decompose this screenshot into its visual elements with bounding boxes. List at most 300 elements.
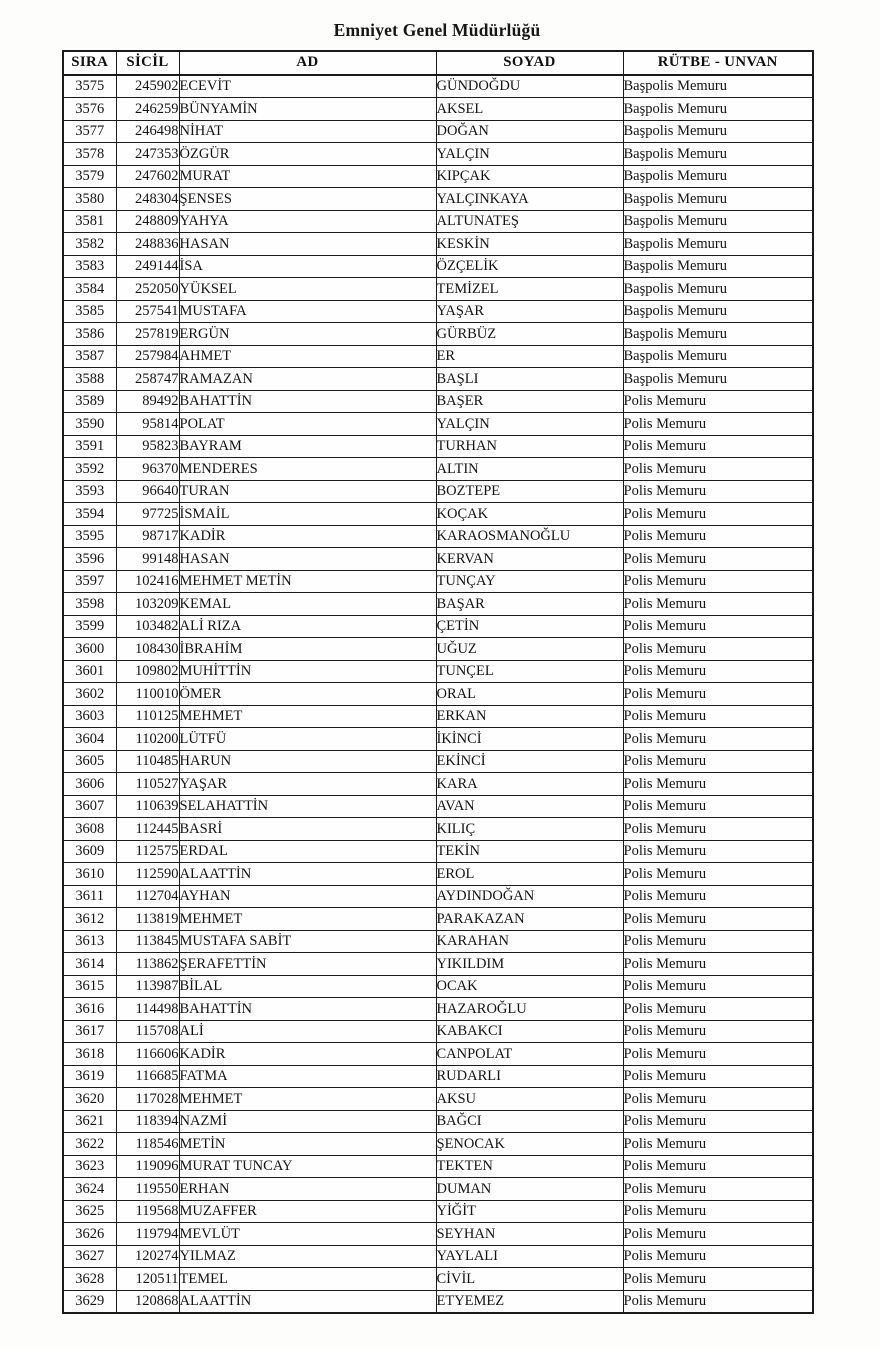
table-row <box>63 1133 813 1156</box>
row-number-cell: 3620 <box>63 1088 116 1111</box>
row-number-cell: 3582 <box>63 233 116 256</box>
first-name-cell: BASRİ <box>179 818 436 841</box>
last-name-cell: TURHAN <box>436 435 623 458</box>
table-row <box>63 278 813 301</box>
registry-number-cell: 102416 <box>116 570 179 593</box>
rank-title-cell: Polis Memuru <box>623 1178 813 1201</box>
rank-title-cell: Polis Memuru <box>623 1290 813 1313</box>
registry-number-cell: 112704 <box>116 885 179 908</box>
last-name-cell: KABAKCI <box>436 1020 623 1043</box>
rank-title-cell: Polis Memuru <box>623 435 813 458</box>
last-name-cell: BAŞAR <box>436 593 623 616</box>
last-name-cell: YALÇIN <box>436 413 623 436</box>
rank-title-cell: Polis Memuru <box>623 458 813 481</box>
first-name-cell: ECEVİT <box>179 75 436 98</box>
rank-title-cell: Başpolis Memuru <box>623 210 813 233</box>
rank-title-cell: Polis Memuru <box>623 998 813 1021</box>
rank-title-cell: Polis Memuru <box>623 1245 813 1268</box>
first-name-cell: MEHMET <box>179 705 436 728</box>
rank-title-cell: Polis Memuru <box>623 480 813 503</box>
registry-number-cell: 257819 <box>116 323 179 346</box>
rank-title-cell: Polis Memuru <box>623 840 813 863</box>
table-row <box>63 570 813 593</box>
table-row <box>63 660 813 683</box>
registry-number-cell: 97725 <box>116 503 179 526</box>
last-name-cell: YAYLALI <box>436 1245 623 1268</box>
registry-number-cell: 103209 <box>116 593 179 616</box>
registry-number-cell: 95823 <box>116 435 179 458</box>
registry-number-cell: 120274 <box>116 1245 179 1268</box>
first-name-cell: LÜTFÜ <box>179 728 436 751</box>
page-title: Emniyet Genel Müdürlüğü <box>333 20 541 40</box>
rank-title-cell: Polis Memuru <box>623 638 813 661</box>
row-number-cell: 3580 <box>63 188 116 211</box>
row-number-cell: 3589 <box>63 390 116 413</box>
first-name-cell: YILMAZ <box>179 1245 436 1268</box>
registry-number-cell: 115708 <box>116 1020 179 1043</box>
last-name-cell: CANPOLAT <box>436 1043 623 1066</box>
registry-number-cell: 99148 <box>116 548 179 571</box>
rank-title-cell: Polis Memuru <box>623 953 813 976</box>
last-name-cell: KOÇAK <box>436 503 623 526</box>
registry-number-cell: 119794 <box>116 1223 179 1246</box>
first-name-cell: HASAN <box>179 233 436 256</box>
last-name-cell: ERKAN <box>436 705 623 728</box>
first-name-cell: MEHMET <box>179 908 436 931</box>
table-row <box>63 818 813 841</box>
first-name-cell: NAZMİ <box>179 1110 436 1133</box>
rank-title-cell: Polis Memuru <box>623 1200 813 1223</box>
registry-number-cell: 110125 <box>116 705 179 728</box>
table-row <box>63 773 813 796</box>
registry-number-cell: 89492 <box>116 390 179 413</box>
last-name-cell: BAŞER <box>436 390 623 413</box>
rank-title-cell: Başpolis Memuru <box>623 233 813 256</box>
table-row <box>63 435 813 458</box>
table-row <box>63 1223 813 1246</box>
rank-title-cell: Polis Memuru <box>623 390 813 413</box>
last-name-cell: KARAHAN <box>436 930 623 953</box>
row-number-cell: 3613 <box>63 930 116 953</box>
first-name-cell: RAMAZAN <box>179 368 436 391</box>
table-row <box>63 233 813 256</box>
registry-number-cell: 110485 <box>116 750 179 773</box>
row-number-cell: 3606 <box>63 773 116 796</box>
row-number-cell: 3592 <box>63 458 116 481</box>
first-name-cell: POLAT <box>179 413 436 436</box>
registry-number-cell: 118546 <box>116 1133 179 1156</box>
row-number-cell: 3596 <box>63 548 116 571</box>
rank-title-cell: Polis Memuru <box>623 1110 813 1133</box>
registry-number-cell: 257984 <box>116 345 179 368</box>
last-name-cell: KARA <box>436 773 623 796</box>
row-number-cell: 3584 <box>63 278 116 301</box>
last-name-cell: BAŞLI <box>436 368 623 391</box>
rank-title-cell: Polis Memuru <box>623 660 813 683</box>
column-header-ad: AD <box>179 51 436 75</box>
registry-number-cell: 258747 <box>116 368 179 391</box>
row-number-cell: 3598 <box>63 593 116 616</box>
row-number-cell: 3581 <box>63 210 116 233</box>
rank-title-cell: Polis Memuru <box>623 1155 813 1178</box>
first-name-cell: MUZAFFER <box>179 1200 436 1223</box>
row-number-cell: 3611 <box>63 885 116 908</box>
table-row <box>63 368 813 391</box>
first-name-cell: ŞENSES <box>179 188 436 211</box>
table-row <box>63 188 813 211</box>
row-number-cell: 3595 <box>63 525 116 548</box>
rank-title-cell: Polis Memuru <box>623 908 813 931</box>
table-row <box>63 413 813 436</box>
registry-number-cell: 98717 <box>116 525 179 548</box>
table-row <box>63 1200 813 1223</box>
first-name-cell: ERHAN <box>179 1178 436 1201</box>
last-name-cell: YİĞİT <box>436 1200 623 1223</box>
registry-number-cell: 96370 <box>116 458 179 481</box>
last-name-cell: ETYEMEZ <box>436 1290 623 1313</box>
last-name-cell: CİVİL <box>436 1268 623 1291</box>
rank-title-cell: Polis Memuru <box>623 503 813 526</box>
first-name-cell: METİN <box>179 1133 436 1156</box>
rank-title-cell: Başpolis Memuru <box>623 75 813 98</box>
last-name-cell: TUNÇAY <box>436 570 623 593</box>
row-number-cell: 3614 <box>63 953 116 976</box>
row-number-cell: 3607 <box>63 795 116 818</box>
registry-number-cell: 113819 <box>116 908 179 931</box>
rank-title-cell: Polis Memuru <box>623 975 813 998</box>
first-name-cell: MEHMET METİN <box>179 570 436 593</box>
last-name-cell: TEKİN <box>436 840 623 863</box>
row-number-cell: 3597 <box>63 570 116 593</box>
last-name-cell: PARAKAZAN <box>436 908 623 931</box>
registry-number-cell: 247353 <box>116 143 179 166</box>
last-name-cell: ÇETİN <box>436 615 623 638</box>
registry-number-cell: 247602 <box>116 165 179 188</box>
table-row <box>63 795 813 818</box>
first-name-cell: NİHAT <box>179 120 436 143</box>
first-name-cell: MEHMET <box>179 1088 436 1111</box>
table-row <box>63 1088 813 1111</box>
first-name-cell: İSA <box>179 255 436 278</box>
rank-title-cell: Polis Memuru <box>623 1065 813 1088</box>
table-row <box>63 300 813 323</box>
row-number-cell: 3586 <box>63 323 116 346</box>
first-name-cell: MENDERES <box>179 458 436 481</box>
row-number-cell: 3577 <box>63 120 116 143</box>
last-name-cell: GÜNDOĞDU <box>436 75 623 98</box>
row-number-cell: 3588 <box>63 368 116 391</box>
row-number-cell: 3627 <box>63 1245 116 1268</box>
table-header-row <box>63 51 813 75</box>
first-name-cell: ALAATTİN <box>179 863 436 886</box>
first-name-cell: MURAT TUNCAY <box>179 1155 436 1178</box>
first-name-cell: TURAN <box>179 480 436 503</box>
column-header-soyad: SOYAD <box>436 51 623 75</box>
personnel-table <box>62 50 814 1314</box>
table-row <box>63 1065 813 1088</box>
registry-number-cell: 112445 <box>116 818 179 841</box>
registry-number-cell: 252050 <box>116 278 179 301</box>
registry-number-cell: 248809 <box>116 210 179 233</box>
first-name-cell: ALİ RIZA <box>179 615 436 638</box>
registry-number-cell: 116606 <box>116 1043 179 1066</box>
last-name-cell: ALTUNATEŞ <box>436 210 623 233</box>
table-row <box>63 705 813 728</box>
first-name-cell: BAHATTİN <box>179 390 436 413</box>
rank-title-cell: Polis Memuru <box>623 548 813 571</box>
registry-number-cell: 109802 <box>116 660 179 683</box>
first-name-cell: ÖZGÜR <box>179 143 436 166</box>
registry-number-cell: 245902 <box>116 75 179 98</box>
row-number-cell: 3599 <box>63 615 116 638</box>
registry-number-cell: 119550 <box>116 1178 179 1201</box>
row-number-cell: 3603 <box>63 705 116 728</box>
rank-title-cell: Polis Memuru <box>623 1223 813 1246</box>
registry-number-cell: 95814 <box>116 413 179 436</box>
table-row <box>63 1178 813 1201</box>
rank-title-cell: Polis Memuru <box>623 525 813 548</box>
table-row <box>63 1245 813 1268</box>
table-row <box>63 728 813 751</box>
table-row <box>63 1043 813 1066</box>
registry-number-cell: 110639 <box>116 795 179 818</box>
table-row <box>63 345 813 368</box>
first-name-cell: YAŞAR <box>179 773 436 796</box>
table-body <box>63 75 813 1314</box>
registry-number-cell: 110010 <box>116 683 179 706</box>
registry-number-cell: 114498 <box>116 998 179 1021</box>
registry-number-cell: 248836 <box>116 233 179 256</box>
last-name-cell: GÜRBÜZ <box>436 323 623 346</box>
registry-number-cell: 116685 <box>116 1065 179 1088</box>
first-name-cell: ALİ <box>179 1020 436 1043</box>
rank-title-cell: Polis Memuru <box>623 413 813 436</box>
first-name-cell: FATMA <box>179 1065 436 1088</box>
column-header-sira: SIRA <box>63 51 116 75</box>
registry-number-cell: 112590 <box>116 863 179 886</box>
last-name-cell: DOĞAN <box>436 120 623 143</box>
last-name-cell: EKİNCİ <box>436 750 623 773</box>
last-name-cell: BAĞCI <box>436 1110 623 1133</box>
rank-title-cell: Polis Memuru <box>623 570 813 593</box>
table-row <box>63 120 813 143</box>
registry-number-cell: 120511 <box>116 1268 179 1291</box>
rank-title-cell: Polis Memuru <box>623 750 813 773</box>
rank-title-cell: Başpolis Memuru <box>623 278 813 301</box>
table-row <box>63 480 813 503</box>
row-number-cell: 3618 <box>63 1043 116 1066</box>
last-name-cell: TEMİZEL <box>436 278 623 301</box>
table-row <box>63 593 813 616</box>
table-row <box>63 143 813 166</box>
table-row <box>63 840 813 863</box>
row-number-cell: 3579 <box>63 165 116 188</box>
first-name-cell: SELAHATTİN <box>179 795 436 818</box>
table-row <box>63 638 813 661</box>
table-row <box>63 210 813 233</box>
rank-title-cell: Polis Memuru <box>623 773 813 796</box>
row-number-cell: 3616 <box>63 998 116 1021</box>
first-name-cell: BAYRAM <box>179 435 436 458</box>
first-name-cell: KADİR <box>179 1043 436 1066</box>
rank-title-cell: Polis Memuru <box>623 593 813 616</box>
rank-title-cell: Başpolis Memuru <box>623 143 813 166</box>
table-row <box>63 525 813 548</box>
row-number-cell: 3622 <box>63 1133 116 1156</box>
last-name-cell: ŞENOCAK <box>436 1133 623 1156</box>
rank-title-cell: Polis Memuru <box>623 1133 813 1156</box>
last-name-cell: OCAK <box>436 975 623 998</box>
table-row <box>63 503 813 526</box>
registry-number-cell: 96640 <box>116 480 179 503</box>
last-name-cell: İKİNCİ <box>436 728 623 751</box>
last-name-cell: TUNÇEL <box>436 660 623 683</box>
registry-number-cell: 113987 <box>116 975 179 998</box>
first-name-cell: KADİR <box>179 525 436 548</box>
last-name-cell: AVAN <box>436 795 623 818</box>
table-row <box>63 75 813 98</box>
rank-title-cell: Polis Memuru <box>623 930 813 953</box>
first-name-cell: ERDAL <box>179 840 436 863</box>
table-row <box>63 458 813 481</box>
row-number-cell: 3594 <box>63 503 116 526</box>
row-number-cell: 3601 <box>63 660 116 683</box>
first-name-cell: AHMET <box>179 345 436 368</box>
rank-title-cell: Başpolis Memuru <box>623 345 813 368</box>
row-number-cell: 3612 <box>63 908 116 931</box>
row-number-cell: 3610 <box>63 863 116 886</box>
row-number-cell: 3605 <box>63 750 116 773</box>
last-name-cell: YIKILDIM <box>436 953 623 976</box>
first-name-cell: İBRAHİM <box>179 638 436 661</box>
registry-number-cell: 248304 <box>116 188 179 211</box>
table-row <box>63 165 813 188</box>
rank-title-cell: Polis Memuru <box>623 615 813 638</box>
table-row <box>63 953 813 976</box>
row-number-cell: 3591 <box>63 435 116 458</box>
registry-number-cell: 120868 <box>116 1290 179 1313</box>
row-number-cell: 3604 <box>63 728 116 751</box>
first-name-cell: ŞERAFETTİN <box>179 953 436 976</box>
rank-title-cell: Başpolis Memuru <box>623 188 813 211</box>
table-row <box>63 1155 813 1178</box>
first-name-cell: MUHİTTİN <box>179 660 436 683</box>
registry-number-cell: 103482 <box>116 615 179 638</box>
rank-title-cell: Başpolis Memuru <box>623 98 813 121</box>
table-row <box>63 1110 813 1133</box>
last-name-cell: HAZAROĞLU <box>436 998 623 1021</box>
row-number-cell: 3587 <box>63 345 116 368</box>
row-number-cell: 3583 <box>63 255 116 278</box>
registry-number-cell: 117028 <box>116 1088 179 1111</box>
first-name-cell: KEMAL <box>179 593 436 616</box>
rank-title-cell: Polis Memuru <box>623 818 813 841</box>
rank-title-cell: Başpolis Memuru <box>623 368 813 391</box>
rank-title-cell: Polis Memuru <box>623 728 813 751</box>
registry-number-cell: 119568 <box>116 1200 179 1223</box>
row-number-cell: 3623 <box>63 1155 116 1178</box>
table-row <box>63 683 813 706</box>
last-name-cell: KIPÇAK <box>436 165 623 188</box>
first-name-cell: HASAN <box>179 548 436 571</box>
registry-number-cell: 249144 <box>116 255 179 278</box>
rank-title-cell: Polis Memuru <box>623 1020 813 1043</box>
last-name-cell: SEYHAN <box>436 1223 623 1246</box>
first-name-cell: BİLAL <box>179 975 436 998</box>
table-row <box>63 1268 813 1291</box>
registry-number-cell: 118394 <box>116 1110 179 1133</box>
row-number-cell: 3609 <box>63 840 116 863</box>
row-number-cell: 3621 <box>63 1110 116 1133</box>
first-name-cell: YAHYA <box>179 210 436 233</box>
table-row <box>63 390 813 413</box>
row-number-cell: 3600 <box>63 638 116 661</box>
first-name-cell: TEMEL <box>179 1268 436 1291</box>
first-name-cell: ERGÜN <box>179 323 436 346</box>
first-name-cell: BAHATTİN <box>179 998 436 1021</box>
last-name-cell: ORAL <box>436 683 623 706</box>
rank-title-cell: Polis Memuru <box>623 863 813 886</box>
registry-number-cell: 108430 <box>116 638 179 661</box>
rank-title-cell: Başpolis Memuru <box>623 120 813 143</box>
last-name-cell: AKSEL <box>436 98 623 121</box>
last-name-cell: KILIÇ <box>436 818 623 841</box>
registry-number-cell: 112575 <box>116 840 179 863</box>
table-row <box>63 975 813 998</box>
last-name-cell: YAŞAR <box>436 300 623 323</box>
table-row <box>63 930 813 953</box>
first-name-cell: AYHAN <box>179 885 436 908</box>
last-name-cell: YALÇIN <box>436 143 623 166</box>
last-name-cell: AKSU <box>436 1088 623 1111</box>
registry-number-cell: 110200 <box>116 728 179 751</box>
last-name-cell: DUMAN <box>436 1178 623 1201</box>
registry-number-cell: 246259 <box>116 98 179 121</box>
row-number-cell: 3628 <box>63 1268 116 1291</box>
table-row <box>63 1020 813 1043</box>
rank-title-cell: Başpolis Memuru <box>623 165 813 188</box>
last-name-cell: RUDARLI <box>436 1065 623 1088</box>
row-number-cell: 3626 <box>63 1223 116 1246</box>
rank-title-cell: Polis Memuru <box>623 795 813 818</box>
table-row <box>63 98 813 121</box>
row-number-cell: 3608 <box>63 818 116 841</box>
last-name-cell: BOZTEPE <box>436 480 623 503</box>
row-number-cell: 3578 <box>63 143 116 166</box>
rank-title-cell: Polis Memuru <box>623 885 813 908</box>
first-name-cell: MURAT <box>179 165 436 188</box>
last-name-cell: EROL <box>436 863 623 886</box>
column-header-rutbe-unvan: RÜTBE - UNVAN <box>623 51 813 75</box>
row-number-cell: 3602 <box>63 683 116 706</box>
last-name-cell: ÖZÇELİK <box>436 255 623 278</box>
row-number-cell: 3585 <box>63 300 116 323</box>
table-row <box>63 1290 813 1313</box>
table-row <box>63 908 813 931</box>
rank-title-cell: Polis Memuru <box>623 1088 813 1111</box>
rank-title-cell: Polis Memuru <box>623 1268 813 1291</box>
row-number-cell: 3629 <box>63 1290 116 1313</box>
last-name-cell: KERVAN <box>436 548 623 571</box>
registry-number-cell: 110527 <box>116 773 179 796</box>
last-name-cell: YALÇINKAYA <box>436 188 623 211</box>
registry-number-cell: 246498 <box>116 120 179 143</box>
row-number-cell: 3625 <box>63 1200 116 1223</box>
first-name-cell: MUSTAFA <box>179 300 436 323</box>
rank-title-cell: Polis Memuru <box>623 1043 813 1066</box>
registry-number-cell: 113862 <box>116 953 179 976</box>
first-name-cell: MEVLÜT <box>179 1223 436 1246</box>
